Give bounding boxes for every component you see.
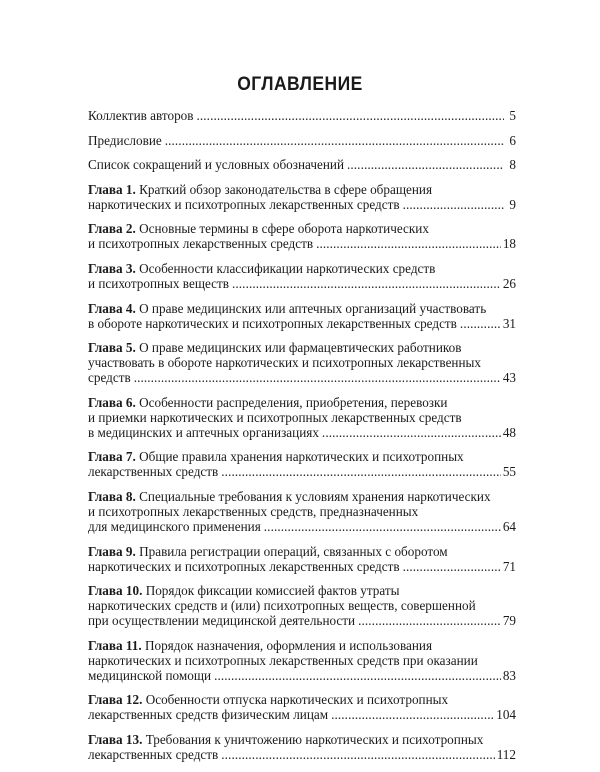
toc-entry-text: средств [88, 370, 131, 386]
page-number: 9 [509, 196, 516, 212]
page-number: 79 [502, 613, 516, 629]
chapter-label: Глава 8. [88, 488, 136, 504]
toc-entry [88, 133, 516, 148]
toc-entry-line [88, 504, 516, 519]
toc-entry [88, 108, 516, 123]
page-number: 43 [502, 370, 516, 386]
toc-entry [88, 732, 516, 762]
dot-leader [165, 133, 504, 148]
page-number: 48 [502, 424, 516, 440]
toc-entry-line [88, 598, 516, 613]
toc-entry-line [88, 747, 516, 762]
toc-entry [88, 301, 516, 331]
chapter-label: Глава 11. [88, 637, 142, 653]
toc-entry-line [88, 236, 516, 251]
chapter-label: Глава 6. [88, 394, 136, 410]
toc-entry-line [88, 668, 516, 683]
toc-entry-text: при осуществлении медицинской деятельности [88, 613, 356, 629]
toc-entry-line [88, 221, 516, 236]
page-number: 64 [502, 518, 516, 534]
toc-entry-text: Особенности распределения, приобретения, перевозки [139, 394, 448, 410]
toc-entry-line [88, 395, 516, 410]
toc-entry-line [88, 301, 516, 316]
toc-entry-text: медицинской помощи [88, 667, 212, 683]
toc-entry-line [88, 316, 516, 331]
page-title: ОГЛАВЛЕНИЕ [237, 74, 363, 95]
toc-entry-line [88, 425, 516, 440]
toc-entry-text: О праве медицинских или фармацевтических работников [139, 340, 462, 356]
dot-leader [214, 668, 501, 683]
toc-entry-line [88, 410, 516, 425]
toc-entry-text: в обороте наркотических и психотропных лекарственных средств [88, 315, 457, 331]
toc-entry-text: для медицинского применения [88, 518, 261, 534]
toc-entry-line [88, 489, 516, 504]
toc-entry-line [88, 449, 516, 464]
toc-entry [88, 157, 516, 172]
toc-entry-line [88, 133, 516, 148]
page-number: 55 [502, 464, 516, 480]
dot-leader [322, 425, 501, 440]
dot-leader [264, 519, 501, 534]
toc-entry [88, 544, 516, 574]
toc-entry-text: Правила регистрации операций, связанных с оборотом [139, 543, 448, 559]
toc-entry [88, 489, 516, 534]
toc-entry-text: наркотических и психотропных лекарственных средств [88, 558, 400, 574]
toc-entry [88, 182, 516, 212]
chapter-label: Глава 12. [88, 692, 143, 708]
toc-entry-line [88, 157, 516, 172]
chapter-label: Глава 2. [88, 221, 136, 237]
dot-leader [197, 108, 505, 123]
toc-entry [88, 261, 516, 291]
dot-leader [232, 276, 501, 291]
toc-entry-line [88, 638, 516, 653]
toc-entry-text: и психотропных лекарственных средств [88, 236, 314, 252]
toc-entry-text: Порядок назначения, оформления и использования [144, 637, 433, 653]
chapter-label: Глава 9. [88, 543, 136, 559]
dot-leader [221, 747, 494, 762]
toc-entry [88, 340, 516, 385]
toc-entry-line [88, 464, 516, 479]
toc-entry-text: лекарственных средств физическим лицам [88, 707, 329, 723]
toc-entry-line [88, 692, 516, 707]
page-number: 6 [509, 132, 516, 148]
chapter-label: Глава 5. [88, 340, 136, 356]
page-number: 18 [502, 236, 516, 252]
chapter-label: Глава 13. [88, 731, 143, 747]
dot-leader [403, 559, 501, 574]
page-number: 112 [496, 746, 516, 762]
toc-entry-line [88, 355, 516, 370]
dot-leader [403, 197, 504, 212]
toc-entry-text: и психотропных лекарственных средств, предназначенных [88, 503, 419, 519]
dot-leader [460, 316, 501, 331]
toc-entry-line [88, 276, 516, 291]
toc-entry-text: и психотропных веществ [88, 275, 229, 291]
toc-entry-text: Краткий обзор законодательства в сфере обращения [139, 181, 433, 197]
dot-leader [347, 157, 504, 172]
page-number: 5 [509, 108, 516, 123]
toc-entry [88, 583, 516, 628]
toc-entry-line [88, 613, 516, 628]
toc-entry-text: Список сокращений и условных обозначений [88, 157, 344, 173]
toc-entry-text: наркотических и психотропных лекарственных средств при оказании [88, 652, 478, 668]
toc-entry-line [88, 653, 516, 668]
dot-leader [134, 370, 501, 385]
toc-entry-text: и приемки наркотических и психотропных лекарственных средств [88, 409, 462, 425]
toc-entry-text: наркотических средств и (или) психотропных веществ, совершенной [88, 598, 476, 614]
toc-entry-line [88, 707, 516, 722]
table-of-contents [88, 108, 516, 772]
toc-entry-line [88, 583, 516, 598]
page-number: 71 [502, 558, 516, 574]
toc-entry-text: Коллектив авторов [88, 108, 194, 123]
toc-entry-line [88, 370, 516, 385]
toc-entry-text: в медицинских и аптечных организациях [88, 424, 319, 440]
toc-entry-line [88, 261, 516, 276]
toc-entry-text: Основные термины в сфере оборота наркотических [139, 221, 429, 237]
toc-entry [88, 395, 516, 440]
toc-entry-line [88, 544, 516, 559]
dot-leader [221, 464, 501, 479]
toc-entry-line [88, 340, 516, 355]
toc-entry-line [88, 732, 516, 747]
toc-entry-line [88, 182, 516, 197]
chapter-label: Глава 7. [88, 449, 136, 465]
dot-leader [331, 707, 494, 722]
page-number: 8 [509, 157, 516, 173]
toc-entry-text: Специальные требования к условиям хранения наркотических [139, 488, 491, 504]
chapter-label: Глава 1. [88, 181, 136, 197]
page-number: 104 [496, 707, 516, 723]
toc-entry-line [88, 519, 516, 534]
toc-entry-text: Общие правила хранения наркотических и психотропных [139, 449, 464, 465]
toc-entry-line [88, 197, 516, 212]
toc-entry [88, 638, 516, 683]
toc-entry-text: Порядок фиксации комиссией фактов утраты [145, 583, 400, 599]
page-number: 83 [502, 667, 516, 683]
dot-leader [358, 613, 501, 628]
chapter-label: Глава 10. [88, 583, 143, 599]
toc-entry [88, 221, 516, 251]
toc-entry-text: Требования к уничтожению наркотических и психотропных [145, 731, 484, 747]
toc-entry-text: наркотических и психотропных лекарственных средств [88, 196, 400, 212]
chapter-label: Глава 4. [88, 300, 136, 316]
chapter-label: Глава 3. [88, 260, 136, 276]
dot-leader [316, 236, 501, 251]
toc-entry-text: лекарственных средств [88, 464, 219, 480]
toc-entry-text: участвовать в обороте наркотических и психотропных лекарственных [88, 355, 482, 371]
toc-entry-text: лекарственных средств [88, 746, 219, 762]
toc-entry-text: Предисловие [88, 132, 162, 148]
toc-entry-line [88, 559, 516, 574]
toc-entry-text: О праве медицинских или аптечных организаций участвовать [139, 300, 487, 316]
toc-entry-text: Особенности отпуска наркотических и психотропных [145, 692, 449, 708]
toc-entry [88, 449, 516, 479]
toc-entry [88, 692, 516, 722]
toc-entry-text: Особенности классификации наркотических средств [139, 260, 436, 276]
page-number: 26 [502, 275, 516, 291]
toc-entry-line [88, 108, 516, 123]
page-number: 31 [502, 315, 516, 331]
